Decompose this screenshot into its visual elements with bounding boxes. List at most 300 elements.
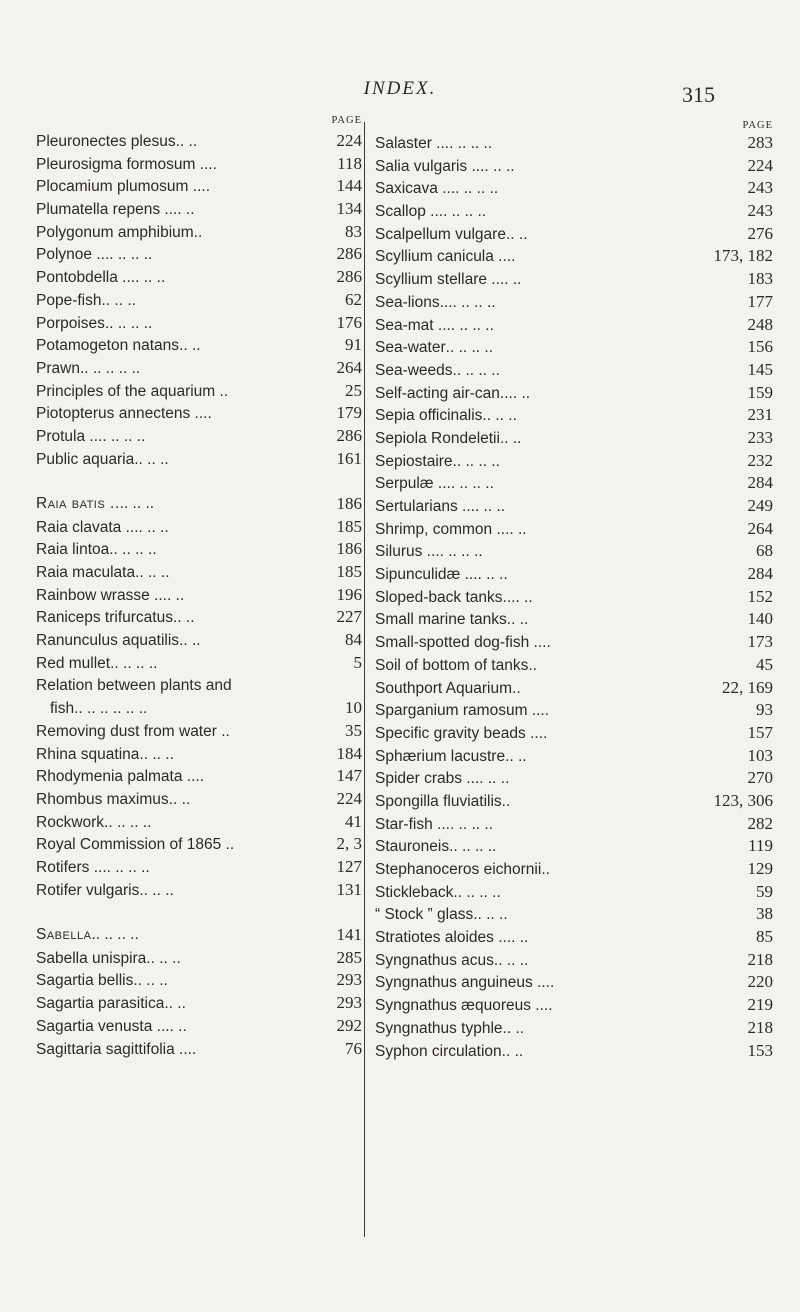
entry-label: Rotifers .. [36,859,103,877]
entry-label: Specific gravity beads .. [375,724,539,742]
index-entry [375,563,773,586]
index-entry [375,427,773,450]
index-entry [375,518,773,541]
entry-leader: .. .. .. .. [98,427,146,445]
entry-leader: .. [545,974,555,992]
index-entry [36,720,362,743]
entry-leader: .. .. .. .. [110,654,158,672]
entry-page: 156 [747,337,773,357]
index-entry [375,314,773,337]
entry-leader: .. .. [501,1042,524,1060]
entry-page: 10 [345,698,362,718]
entry-page: 62 [345,289,362,309]
entry-leader: .. .. .. [493,951,529,969]
entry-leader: .. .. .. [119,495,155,512]
entry-label: Plumatella repens .. [36,201,173,219]
index-entry [36,629,362,652]
entry-leader: .. [187,1040,197,1058]
entry-label: Soil of bottom of tanks [375,656,529,674]
entry-label: Scalpellum vulgare [375,225,506,243]
index-entry [36,266,362,289]
entry-leader: .. .. .. .. [453,883,501,901]
entry-page: 264 [336,357,362,377]
entry-leader: .. .. [162,586,185,604]
entry-leader: .. .. .. .. [104,314,153,332]
entry-page: 264 [747,518,773,538]
entry-page: 91 [345,335,362,355]
entry-leader: .. .. .. .. [435,543,483,561]
entry-label: Piotopterus annectens .. [36,405,204,423]
entry-page: 276 [747,223,773,243]
entry-label: Removing dust from water .. [36,722,230,740]
entry-label: Rainbow wrasse .. [36,586,163,604]
index-entry [36,788,362,811]
index-entry [375,200,773,223]
index-entry [36,969,362,992]
entry-leader: .. .. .. [473,906,508,924]
entry-page: 5 [353,652,362,672]
entry-leader: .. [538,724,548,742]
entry-page: 224 [336,788,362,808]
entry-page: 153 [747,1040,773,1060]
entry-page: 144 [336,176,362,196]
entry-label: Southport Aquarium [375,679,513,697]
entry-label: Serpulæ .. [375,475,447,493]
index-entry [36,130,362,153]
entry-leader: .. [543,997,553,1015]
entry-leader: .. .. .. [134,450,169,468]
entry-label: Stickleback [375,883,454,901]
entry-page: 140 [747,609,773,629]
index-entry [375,949,773,972]
entry-label: Sea-lions.. [375,293,449,311]
entry-label: Sparganium ramosum .. [375,702,541,720]
entry-leader: .. [528,656,537,674]
entry-label: Polynoe .. [36,246,105,264]
entry-leader: .. .. .. .. .. .. [74,700,148,718]
index-entry [36,833,362,856]
entry-leader: .. .. .. .. [109,541,157,559]
entry-leader: .. [542,634,551,652]
entry-label: Scyllium stellare .. [375,271,500,289]
entry-label: Sagartia venusta .. [36,1017,166,1035]
entry-page: 176 [336,312,362,332]
entry-label: fish [50,700,75,718]
entry-leader: .. .. [179,632,201,650]
entry-leader: .. .. .. .. [452,361,500,379]
page-column-label: PAGE [331,115,362,126]
index-entry [36,561,362,584]
entry-page: 224 [747,155,773,175]
index-entry [375,631,773,654]
index-entry [36,402,362,425]
entry-leader: .. .. .. .. [438,203,487,221]
entry-label: Sagittaria sagittifolia .. [36,1040,188,1058]
entry-leader: .. .. [505,747,527,765]
entry-page: 118 [337,153,362,173]
entry-page: 186 [336,539,362,559]
index-entry [375,382,773,405]
entry-leader: .. .. .. [134,518,169,536]
entry-label: Pope-fish [36,291,102,309]
entry-page: 185 [336,516,362,536]
entry-label: Polygonum amphibium [36,223,194,241]
entry-label: Stephanoceros eichornii [375,861,542,878]
index-entry [36,380,362,403]
index-entry [375,677,773,700]
entry-leader: .. .. .. [139,881,174,899]
index-entry [375,745,773,768]
index-entry [36,1015,362,1038]
entry-leader: .. .. .. [130,269,166,287]
entry-page: 233 [747,427,773,447]
entry-leader: .. .. [173,201,195,219]
column-divider [364,122,365,1237]
entry-leader: .. [203,405,212,423]
page-column-label: PAGE [742,120,773,131]
entry-page: 224 [336,131,362,150]
entry-leader: .. .. .. .. [102,859,150,877]
entry-label: Red mullet [36,654,111,672]
entry-page: 84 [345,630,362,650]
entry-page: 127 [336,857,362,877]
index-entry [375,881,773,904]
entry-label: Scyllium canicula .. [375,248,507,266]
entry-page: 83 [345,221,362,241]
index-entry [36,743,362,766]
entry-page: 145 [747,359,773,379]
index-entry [375,336,773,359]
entry-label: Rotifer vulgaris [36,881,140,899]
entry-page: 147 [336,766,362,786]
page-number: 315 [682,82,715,107]
entry-label: Saxicava .. [375,180,451,198]
entry-label: Syngnathus acus [375,951,494,969]
entry-label: “ Stock ” glass [375,906,474,924]
entry-leader: .. .. [506,929,529,947]
entry-leader: .. .. [168,790,191,808]
entry-page: 227 [336,607,362,627]
entry-leader: .. .. [175,133,198,150]
entry-leader: .. .. .. [480,157,515,175]
index-entry [36,538,362,561]
index-entry [36,856,362,879]
index-entry [375,813,773,836]
entry-leader: .. .. .. [139,745,174,763]
index-entry [375,132,773,155]
index-entry [36,175,362,198]
entry-page: 284 [747,564,773,584]
entry-leader: .. .. .. .. [448,293,496,311]
entry-leader: .. .. [502,1019,525,1037]
entry-leader: .. .. [506,611,529,629]
index-entry [36,243,362,266]
entry-page: 123, 306 [713,790,773,810]
entry-leader: .. .. [511,588,533,606]
entry-page: 177 [747,291,773,311]
entry-label: Salaster .. [375,135,445,152]
entry-page: 248 [747,314,773,334]
entry-page: 284 [747,473,773,493]
entry-label: Pontobdella .. [36,269,131,287]
index-entry [375,268,773,291]
entry-label: Stratiotes aloides .. [375,929,507,947]
entry-leader: .. .. .. .. [104,813,152,831]
index-entry [375,155,773,178]
index-entry [375,767,773,790]
index-entry [36,584,362,607]
entry-page: 185 [336,562,362,582]
index-entry [375,1040,773,1063]
index-entry [36,470,362,515]
entry-label: Rhodymenia palmata .. [36,768,196,786]
entry-leader: .. .. [508,384,531,402]
entry-page: 282 [747,813,773,833]
entry-leader: .. .. .. .. [444,135,493,152]
entry-leader: .. [208,155,217,173]
entry-page: 286 [336,244,362,264]
entry-page: 59 [756,881,773,901]
entry-page: 243 [747,201,773,221]
entry-page: 161 [336,448,362,468]
index-entry [36,425,362,448]
index-entry [36,811,362,834]
entry-page: 218 [747,949,773,969]
entry-label: Sphærium lacustre [375,747,506,765]
entry-label: Raia maculata [36,564,136,582]
index-entry [36,675,362,698]
entry-page: 157 [747,722,773,742]
index-entry [36,1038,362,1061]
entry-page: 68 [756,541,773,561]
index-entry [36,289,362,312]
running-head [0,78,800,108]
index-entry [36,652,362,675]
entry-label: Sea-weeds [375,361,453,379]
entry-label: Syngnathus typhle [375,1019,503,1037]
entry-label: Self-acting air-can.. [375,384,509,402]
index-entry [36,221,362,244]
entry-label: Pleurosigma formosum .. [36,155,209,173]
index-entry [36,901,362,946]
entry-page: 119 [748,836,773,856]
index-entry [36,697,362,720]
index-entry [375,472,773,495]
entry-label: Pleuronectes plesus [36,133,176,150]
entry-page: 183 [747,269,773,289]
index-entry [36,606,362,629]
index-entry [36,448,362,471]
entry-label: Sepiostaire [375,452,453,470]
entry-page: 293 [336,993,362,1013]
entry-page: 129 [747,859,773,878]
entry-label: Sepia officinalis [375,407,483,425]
entry-page: 22, 169 [722,677,773,697]
index-entry [375,495,773,518]
entry-label: Syngnathus anguineus .. [375,974,546,992]
entry-label: Sertularians .. [375,498,471,515]
entry-page: 283 [747,133,773,152]
entry-page: 134 [336,199,362,219]
index-entry-list [36,130,362,1060]
entry-page: 173 [747,632,773,652]
index-entry [375,245,773,268]
index-entry [36,357,362,380]
entry-page: 293 [336,970,362,990]
entry-leader: .. [541,861,550,878]
index-entry [375,1017,773,1040]
entry-label: Protula .. [36,427,99,445]
index-entry [36,879,362,902]
entry-label: Raniceps trifurcatus [36,609,173,627]
index-entry [375,722,773,745]
entry-page: 152 [747,586,773,606]
index-entry [375,654,773,677]
entry-page: 218 [747,1017,773,1037]
index-entry [375,608,773,631]
entry-page: 131 [336,879,362,899]
entry-page: 270 [747,768,773,788]
index-entry [36,334,362,357]
entry-leader: .. .. [505,225,528,243]
entry-page: 38 [756,904,773,924]
entry-label: Sloped-back tanks.. [375,588,512,606]
entry-page: 103 [747,745,773,765]
index-entry [375,586,773,609]
entry-label: Principles of the aquarium .. [36,382,229,400]
entry-page: 45 [756,654,773,674]
entry-label: Sabella unispira [36,949,147,967]
entry-leader: .. .. [505,520,527,538]
entry-label: Stauroneis [375,838,450,856]
index-entry [375,994,773,1017]
entry-leader: .. [506,248,516,266]
entry-label: Rhombus maximus [36,790,169,808]
entry-page: 141 [336,925,362,945]
entry-leader: .. .. .. [473,566,508,584]
entry-leader: .. .. .. .. .. [79,359,141,377]
entry-leader: .. .. .. [470,498,506,515]
index-entry [375,790,773,813]
entry-page: 232 [747,450,773,470]
entry-label: Raia clavata .. [36,518,135,536]
index-entry [36,765,362,788]
index-entry [375,971,773,994]
entry-label: Rhina squatina [36,745,140,763]
entry-label: Ranunculus aquatilis [36,632,180,650]
entry-leader: .. .. .. [146,949,181,967]
entry-leader: .. .. [179,337,201,355]
entry-page: 93 [756,700,773,720]
entry-leader: .. .. .. .. [446,316,494,334]
entry-page: 85 [756,927,773,947]
index-entry [375,291,773,314]
entry-label: Spongilla fluviatilis [375,792,502,810]
index-entry [36,992,362,1015]
entry-leader: .. [512,679,521,697]
index-entry [375,699,773,722]
index-column-right [375,112,773,1062]
entry-leader: .. .. .. .. [446,475,494,493]
entry-leader: .. .. .. .. [91,926,139,944]
entry-leader: .. .. .. .. [449,838,497,856]
index-entry [36,312,362,335]
entry-page: 179 [336,403,362,423]
entry-label: Rockwork [36,813,105,831]
entry-label: Raia lintoa [36,541,110,559]
index-entry-list [375,132,773,1062]
entry-label: Sagartia parasitica [36,995,165,1013]
entry-page: 35 [345,720,362,740]
entry-label: Star-fish .. [375,815,446,833]
index-entry [375,835,773,858]
entry-page: 249 [747,496,773,515]
index-entry [36,198,362,221]
entry-leader: .. .. .. [135,564,170,582]
entry-leader: .. .. .. [133,972,168,990]
entry-label: Silurus .. [375,543,436,561]
index-column-left [36,112,362,1060]
index-entry [375,223,773,246]
index-entry [36,947,362,970]
entry-label: Plocamium plumosum .. [36,178,202,196]
entry-leader: .. .. [165,1017,187,1035]
entry-leader: .. .. .. .. [104,246,153,264]
entry-page: 286 [336,267,362,287]
running-title: INDEX. [363,78,437,99]
entry-page: 184 [336,743,362,763]
entry-label: Small marine tanks [375,611,507,629]
entry-label: Sea-mat .. [375,316,447,334]
entry-label: Porpoises [36,314,105,332]
entry-label: Relation between plants and [36,676,232,694]
entry-leader: .. [193,223,203,241]
entry-leader: .. .. .. .. [445,815,494,833]
index-entry [375,540,773,563]
entry-page: 243 [747,178,773,198]
entry-leader: .. .. [499,429,522,447]
entry-label: Public aquaria [36,450,135,468]
entry-page: 285 [336,947,362,967]
index-entry [375,359,773,382]
entry-page: 173, 182 [713,246,773,266]
entry-label: Prawn [36,359,80,377]
entry-leader: .. .. .. [474,770,510,788]
entry-leader: .. .. .. .. [445,339,494,357]
entry-label: Sea-water [375,339,446,357]
entry-page: 220 [747,972,773,992]
entry-label: Syphon circulation [375,1042,502,1060]
entry-label: Sagartia bellis [36,972,134,990]
entry-leader: .. .. [164,995,186,1013]
entry-label: Shrimp, common .. [375,520,506,538]
entry-leader: .. [540,702,550,720]
entry-label: Syngnathus æquoreus .. [375,997,544,1015]
entry-label: Scallop .. [375,203,439,221]
entry-label: Sabella [36,926,92,944]
entry-leader: .. [195,768,205,786]
entry-leader: .. .. .. .. [450,180,499,198]
entry-label: Royal Commission of 1865 .. [36,836,235,854]
entry-page: 186 [336,494,362,513]
index-entry [375,858,773,881]
entry-leader: .. [501,792,511,810]
entry-page: 219 [747,995,773,1015]
entry-page: 41 [345,811,362,831]
entry-page: 2, 3 [336,834,362,854]
index-entry [36,153,362,176]
entry-label: Potamogeton natans [36,337,180,355]
